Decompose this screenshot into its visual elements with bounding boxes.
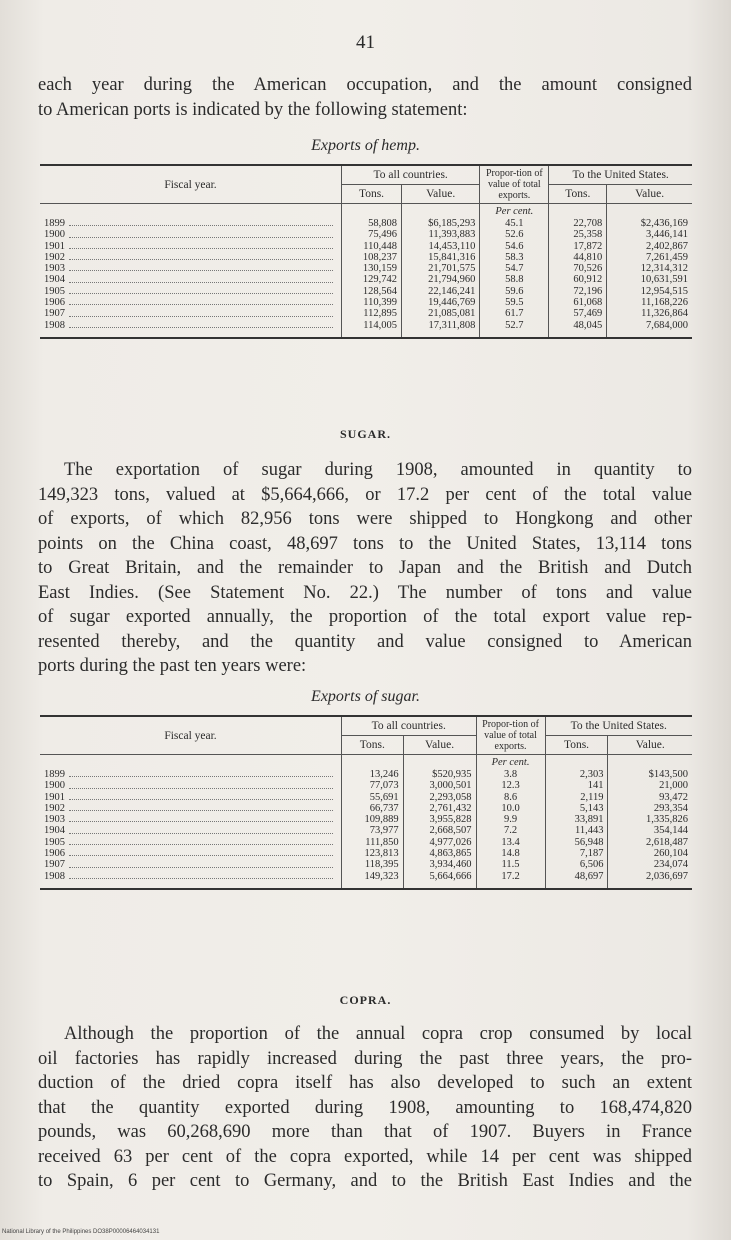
text-line: resented thereby, and the quantity and value consigned to American [38, 631, 692, 652]
value-column [403, 755, 476, 889]
us-value-column [608, 755, 692, 889]
table-cell: 2,293,058 [429, 791, 472, 803]
text-line: of exports, of which 82,956 tons were shipped to Hongkong and other [38, 509, 692, 529]
table-cell: 293,354 [653, 802, 688, 814]
fiscal-year-cell [44, 297, 337, 308]
fiscal-year-cell [44, 769, 337, 780]
year-label: 1903 [44, 814, 65, 826]
united-states-header: To the United States. [549, 165, 692, 185]
table-cell: 4,977,026 [429, 836, 472, 848]
tons-header: Tons. [342, 185, 402, 204]
table-cell: 6,506 [579, 859, 604, 871]
table-cell: 354,144 [653, 825, 688, 837]
year-label: 1904 [44, 825, 65, 837]
year-label: 1907 [44, 859, 65, 871]
table-cell: 22,146,241 [428, 285, 476, 297]
text-line: to Great Britain, and the remainder to Japan and the British and Dutch [38, 558, 692, 578]
us-tons-header: Tons. [549, 185, 607, 204]
text-line: of sugar exported annually, the proportion of the total export value rep- [38, 607, 692, 627]
sugar-table-caption: Exports of sugar. [311, 688, 420, 705]
fiscal-year-cell [44, 814, 337, 825]
table-cell: 57,469 [573, 308, 603, 320]
table-cell: 58,808 [368, 218, 398, 229]
table-cell: 44,810 [573, 251, 603, 263]
table-cell: 149,323 [364, 870, 399, 882]
percent-unit-label: Per cent. [495, 206, 534, 217]
table-cell: 2,402,867 [646, 240, 688, 252]
table-cell: 12,314,312 [640, 263, 688, 275]
table-cell: 52.7 [505, 319, 524, 331]
year-column [40, 204, 342, 338]
year-label: 1908 [44, 319, 65, 331]
table-cell: 3,000,501 [429, 780, 472, 792]
table-cell: 70,526 [573, 263, 603, 275]
leader-dots [69, 229, 333, 237]
table-cell: 21,701,575 [428, 263, 476, 275]
table-cell: 48,697 [574, 870, 604, 882]
year-label: 1899 [44, 769, 65, 780]
us-tons-column [545, 755, 608, 889]
us-value-header: Value. [607, 185, 692, 204]
fiscal-year-cell [44, 274, 337, 285]
fiscal-year-cell [44, 241, 337, 252]
year-label: 1907 [44, 308, 65, 320]
table-cell: 7,261,459 [646, 251, 688, 263]
sugar-paragraph [38, 458, 692, 679]
leader-dots [69, 769, 333, 777]
table-cell: 13.4 [501, 836, 520, 848]
tons-header: Tons. [342, 736, 404, 755]
hemp-table-caption: Exports of hemp. [311, 137, 420, 154]
text-line: Although the proportion of the annual copra crop consumed by local [64, 1024, 692, 1044]
text-line: that the quantity exported during 1908, amounting to 168,474,820 [38, 1097, 692, 1118]
table-cell: 17.2 [501, 870, 520, 882]
table-cell: 21,085,081 [428, 308, 476, 320]
table-cell: 2,303 [579, 769, 604, 780]
table-cell: 66,737 [369, 802, 399, 814]
value-column [402, 204, 480, 338]
table-cell: 60,912 [573, 274, 603, 286]
table-cell: 110,448 [363, 240, 398, 252]
fiscal-year-header: Fiscal year. [40, 165, 342, 204]
table-cell: 2,036,697 [646, 870, 688, 882]
leader-dots [69, 320, 333, 328]
tons-column [342, 755, 404, 889]
table-cell: 2,618,487 [646, 836, 688, 848]
text-line: oil factories has rapidly increased during the past three years, the pro- [38, 1048, 692, 1069]
table-cell: 7,684,000 [646, 319, 688, 331]
us-tons-column [549, 204, 607, 338]
table-cell: 73,977 [369, 825, 399, 837]
hemp-exports-table [40, 164, 692, 339]
table-cell: $520,935 [432, 769, 472, 780]
year-label: 1903 [44, 263, 65, 275]
table-cell: $2,436,169 [640, 218, 688, 229]
us-tons-header: Tons. [545, 736, 608, 755]
table-cell: 48,045 [573, 319, 603, 331]
intro-paragraph [38, 73, 692, 122]
leader-dots [69, 780, 333, 788]
page-number: 41 [356, 32, 375, 53]
table-cell: 15,841,316 [428, 251, 476, 263]
sugar-heading: SUGAR. [339, 427, 391, 441]
fiscal-year-cell [44, 252, 337, 263]
value-header: Value. [403, 736, 476, 755]
table-cell: 234,074 [653, 859, 688, 871]
fiscal-year-cell [44, 837, 337, 848]
fiscal-year-cell [44, 848, 337, 859]
leader-dots [69, 252, 333, 260]
table-cell: 4,863,865 [429, 848, 472, 860]
year-label: 1905 [44, 285, 65, 297]
table-cell: 2,119 [580, 791, 604, 803]
table-cell: 21,000 [659, 780, 688, 792]
text-line: duction of the dried copra itself has also developed to such an extent [38, 1073, 692, 1093]
proportion-values [481, 769, 541, 882]
leader-dots [69, 871, 333, 879]
all-countries-header: To all countries. [342, 716, 477, 736]
text-line: ports during the past ten years were: [38, 656, 307, 676]
table-cell: 19,446,769 [428, 297, 476, 309]
fiscal-year-header: Fiscal year. [40, 716, 342, 755]
us-value-header: Value. [608, 736, 692, 755]
table-cell: 11,168,226 [641, 297, 688, 309]
fiscal-year-cell [44, 780, 337, 791]
fiscal-year-cell [44, 792, 337, 803]
fiscal-year-cell [44, 229, 337, 240]
table-cell: 3,955,828 [429, 814, 472, 826]
table-cell: 3,934,460 [429, 859, 472, 871]
proportion-header: Propor-tion of value of total exports. [480, 165, 549, 204]
leader-dots [69, 848, 333, 856]
table-cell: 61.7 [505, 308, 524, 320]
text-line: received 63 per cent of the copra exported, while 14 per cent was shipped [38, 1146, 692, 1167]
text-line: to American ports is indicated by the following statement: [38, 99, 468, 120]
sugar-exports-table [40, 715, 692, 890]
table-cell: 14,453,110 [428, 240, 476, 252]
year-column [40, 755, 342, 889]
table-cell: 93,472 [659, 791, 688, 803]
table-cell: 14.8 [501, 848, 520, 860]
table-cell: 22,708 [573, 218, 603, 229]
year-label: 1900 [44, 229, 65, 241]
table-cell: 54.7 [505, 263, 524, 275]
year-label: 1906 [44, 848, 65, 860]
table-cell: 12.3 [501, 780, 520, 792]
text-line: The exportation of sugar during 1908, amounted in quantity to [64, 460, 692, 480]
table-cell: 114,005 [363, 319, 398, 331]
proportion-column [480, 204, 549, 338]
table-cell: $6,185,293 [428, 218, 476, 229]
table-cell: 13,246 [369, 769, 399, 780]
leader-dots [69, 263, 333, 271]
table-cell: 1,335,826 [646, 814, 688, 826]
table-cell: 3,446,141 [646, 229, 688, 241]
united-states-header: To the United States. [545, 716, 692, 736]
table-cell: 5,143 [579, 802, 604, 814]
table-cell: 54.6 [505, 240, 524, 252]
year-label: 1901 [44, 791, 65, 803]
table-cell: 17,311,808 [428, 319, 476, 331]
table-cell: 141 [587, 780, 604, 792]
year-label: 1904 [44, 274, 65, 286]
table-cell: 8.6 [503, 791, 518, 803]
table-cell: 61,068 [573, 297, 603, 309]
leader-dots [69, 286, 333, 294]
year-label: 1908 [44, 870, 65, 882]
table-cell: 260,104 [653, 848, 688, 860]
table-cell: 9.9 [503, 814, 518, 826]
table-cell: 77,073 [369, 780, 399, 792]
fiscal-year-cell [44, 308, 337, 319]
copra-heading: COPRA. [339, 993, 392, 1007]
table-cell: 59.6 [505, 285, 524, 297]
year-label: 1905 [44, 836, 65, 848]
table-cell: 111,850 [365, 836, 399, 848]
table-cell: 128,564 [362, 285, 398, 297]
year-label: 1901 [44, 240, 65, 252]
fiscal-year-cell [44, 263, 337, 274]
leader-dots [69, 241, 333, 249]
table-cell: 10.0 [501, 802, 520, 814]
table-cell: 72,196 [573, 285, 603, 297]
fiscal-year-cell [44, 871, 337, 882]
all-countries-header: To all countries. [342, 165, 480, 185]
us-value-column [607, 204, 692, 338]
table-cell: 109,889 [364, 814, 399, 826]
year-label: 1900 [44, 780, 65, 792]
copra-paragraph [38, 1022, 692, 1194]
year-label: 1899 [44, 218, 65, 229]
table-cell: 17,872 [573, 240, 603, 252]
fiscal-year-cell [44, 218, 337, 229]
table-cell: 58.8 [505, 274, 524, 286]
footer-watermark: National Library of the Philippines DO38P00006464034131 [2, 1229, 160, 1235]
leader-dots [69, 218, 333, 226]
year-label: 1902 [44, 802, 65, 814]
proportion-values [484, 218, 544, 331]
leader-dots [69, 825, 333, 833]
table-cell: 11,393,883 [428, 229, 476, 241]
leader-dots [69, 803, 333, 811]
table-cell: 21,794,960 [428, 274, 476, 286]
text-line: 149,323 tons, valued at $5,664,666, or 17.2 per cent of the total value [38, 484, 692, 505]
table-cell: 7,187 [579, 848, 604, 860]
year-label: 1902 [44, 251, 65, 263]
leader-dots [69, 859, 333, 867]
text-line: each year during the American occupation, and the amount consigned [38, 75, 692, 95]
proportion-header: Propor-tion of value of total exports. [476, 716, 545, 755]
text-line: points on the China coast, 48,697 tons to the United States, 13,114 tons [38, 533, 692, 554]
table-cell: $143,500 [648, 769, 688, 780]
table-cell: 11.5 [501, 859, 520, 871]
table-cell: 45.1 [505, 218, 524, 229]
table-cell: 11,326,864 [641, 308, 688, 320]
table-body-row [40, 204, 692, 338]
fiscal-year-cell [44, 286, 337, 297]
leader-dots [69, 814, 333, 822]
table-cell: 25,358 [573, 229, 603, 241]
table-cell: 58.3 [505, 251, 524, 263]
tons-column [342, 204, 402, 338]
percent-unit-label: Per cent. [491, 757, 530, 768]
table-cell: 52.6 [505, 229, 524, 241]
fiscal-year-cell [44, 825, 337, 836]
text-line: East Indies. (See Statement No. 22.) The number of tons and value [38, 582, 692, 603]
text-line: to Spain, 6 per cent to Germany, and to the British East Indies and the [38, 1171, 692, 1191]
table-cell: 118,395 [364, 859, 399, 871]
table-body-row [40, 755, 692, 889]
table-cell: 12,954,515 [640, 285, 688, 297]
fiscal-year-cell [44, 803, 337, 814]
proportion-column [476, 755, 545, 889]
year-label: 1906 [44, 297, 65, 309]
table-cell: 2,668,507 [429, 825, 472, 837]
leader-dots [69, 837, 333, 845]
table-cell: 108,237 [362, 251, 398, 263]
leader-dots [69, 274, 333, 282]
table-cell: 3.8 [503, 769, 518, 780]
table-cell: 10,631,591 [640, 274, 688, 286]
table-cell: 123,813 [364, 848, 399, 860]
table-cell: 56,948 [574, 836, 604, 848]
leader-dots [69, 308, 333, 316]
table-cell: 110,399 [363, 297, 398, 309]
fiscal-year-cell [44, 859, 337, 870]
table-cell: 59.5 [505, 297, 524, 309]
text-line: pounds, was 60,268,690 more than that of 1907. Buyers in France [38, 1122, 692, 1142]
table-cell: 5,664,666 [429, 870, 472, 882]
table-cell: 112,895 [363, 308, 398, 320]
table-cell: 33,891 [574, 814, 604, 826]
table-cell: 11,443 [574, 825, 604, 837]
value-header: Value. [402, 185, 480, 204]
table-cell: 7.2 [503, 825, 518, 837]
table-cell: 129,742 [362, 274, 398, 286]
table-cell: 75,496 [368, 229, 398, 241]
fiscal-year-cell [44, 320, 337, 331]
table-cell: 55,691 [369, 791, 399, 803]
leader-dots [69, 297, 333, 305]
table-cell: 130,159 [362, 263, 398, 275]
table-cell: 2,761,432 [429, 802, 472, 814]
leader-dots [69, 792, 333, 800]
